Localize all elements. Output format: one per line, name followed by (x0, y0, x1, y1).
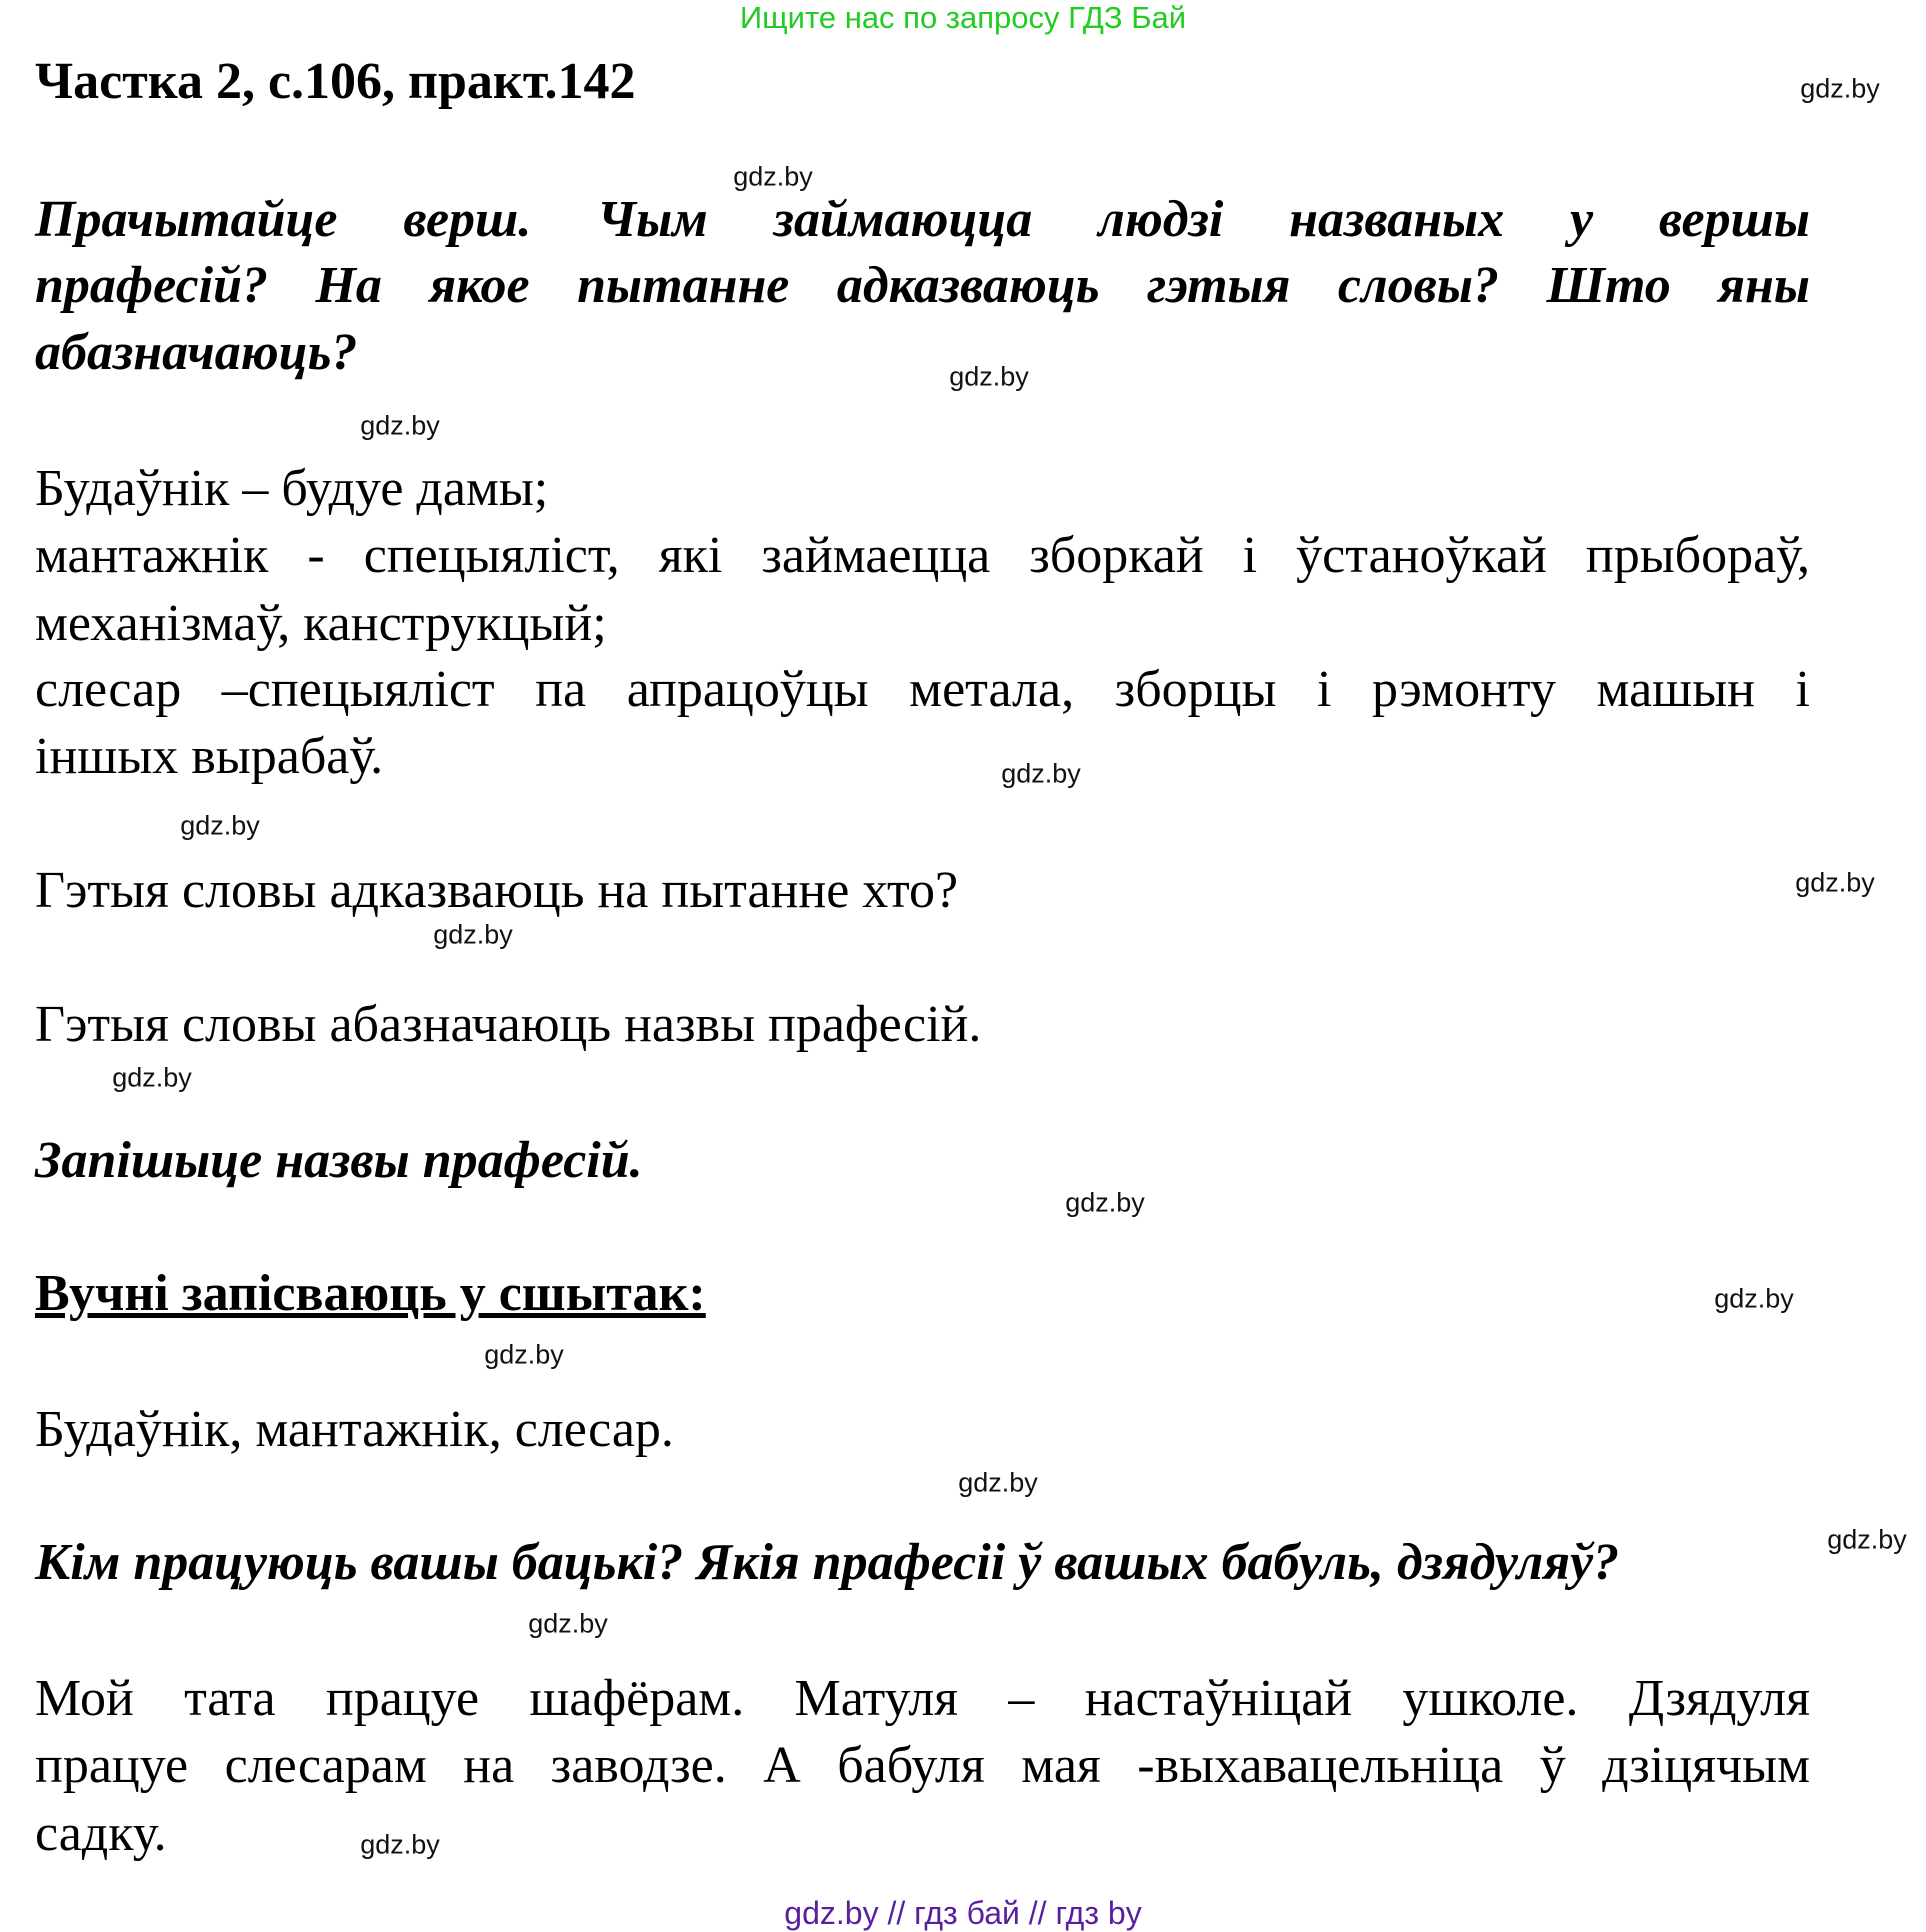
watermark: gdz.by (360, 1829, 440, 1860)
watermark: gdz.by (112, 1062, 192, 1093)
subheading-text: Вучні запісваюць у сшытак: (35, 1265, 706, 1322)
answer-1-line: Будаўнік – будуе дамы; (35, 460, 549, 517)
answer-2: Гэтыя словы адказваюць на пытанне хто? (35, 862, 959, 919)
watermark: gdz.by (1827, 1524, 1907, 1555)
watermark: gdz.by (733, 161, 813, 192)
subheading (35, 1261, 706, 1327)
answer-5-line: працуе слесарам на заводзе. А бабуля мая -выхавацельніца ў дзіцячым (35, 1737, 1810, 1794)
answer-1-line: іншых вырабаў. (35, 728, 384, 785)
answer-1-line: слесар –спецыяліст па апрацоўцы метала, зборцы і рэмонту машын і (35, 661, 1810, 718)
watermark: gdz.by (958, 1467, 1038, 1498)
footer-links: gdz.by // гдз бай // гдз by (784, 1895, 1142, 1931)
answer-5-line: Мой тата працуе шафёрам. Матуля – настаўніцай ушколе. Дзядуля (35, 1670, 1810, 1727)
watermark: gdz.by (1800, 73, 1880, 104)
watermark: gdz.by (433, 919, 513, 950)
answer-3: Гэтыя словы абазначаюць назвы прафесій. (35, 996, 982, 1053)
page-title: Частка 2, с.106, практ.142 (35, 53, 636, 110)
answer-1-line: мантажнік - спецыяліст, які займаецца зборкай і ўстаноўкай прыбораў, (35, 527, 1810, 584)
task-1-line: абазначаюць? (35, 324, 358, 381)
watermark: gdz.by (528, 1608, 608, 1639)
watermark: gdz.by (1714, 1283, 1794, 1314)
watermark: gdz.by (1065, 1187, 1145, 1218)
watermark: gdz.by (1001, 758, 1081, 789)
watermark: gdz.by (1795, 867, 1875, 898)
answer-4: Будаўнік, мантажнік, слесар. (35, 1401, 674, 1458)
task-2: Запішыце назвы прафесій. (35, 1132, 643, 1189)
answer-5-line: садку. (35, 1805, 167, 1862)
answer-1-line: механізмаў, канструкцый; (35, 595, 607, 652)
task-1-line: Прачытайце верш. Чым займаюцца людзі названых у вершы (35, 191, 1810, 248)
watermark: gdz.by (949, 361, 1029, 392)
search-hint-banner: Ищите нас по запросу ГДЗ Бай (739, 0, 1187, 35)
watermark: gdz.by (180, 810, 260, 841)
watermark: gdz.by (360, 410, 440, 441)
watermark: gdz.by (484, 1339, 564, 1370)
task-1-line: прафесій? На якое пытанне адказваюць гэтыя словы? Што яны (35, 257, 1810, 314)
task-3: Кім працуюць вашы бацькі? Якія прафесіі ў вашых бабуль, дзядуляў? (35, 1534, 1620, 1591)
